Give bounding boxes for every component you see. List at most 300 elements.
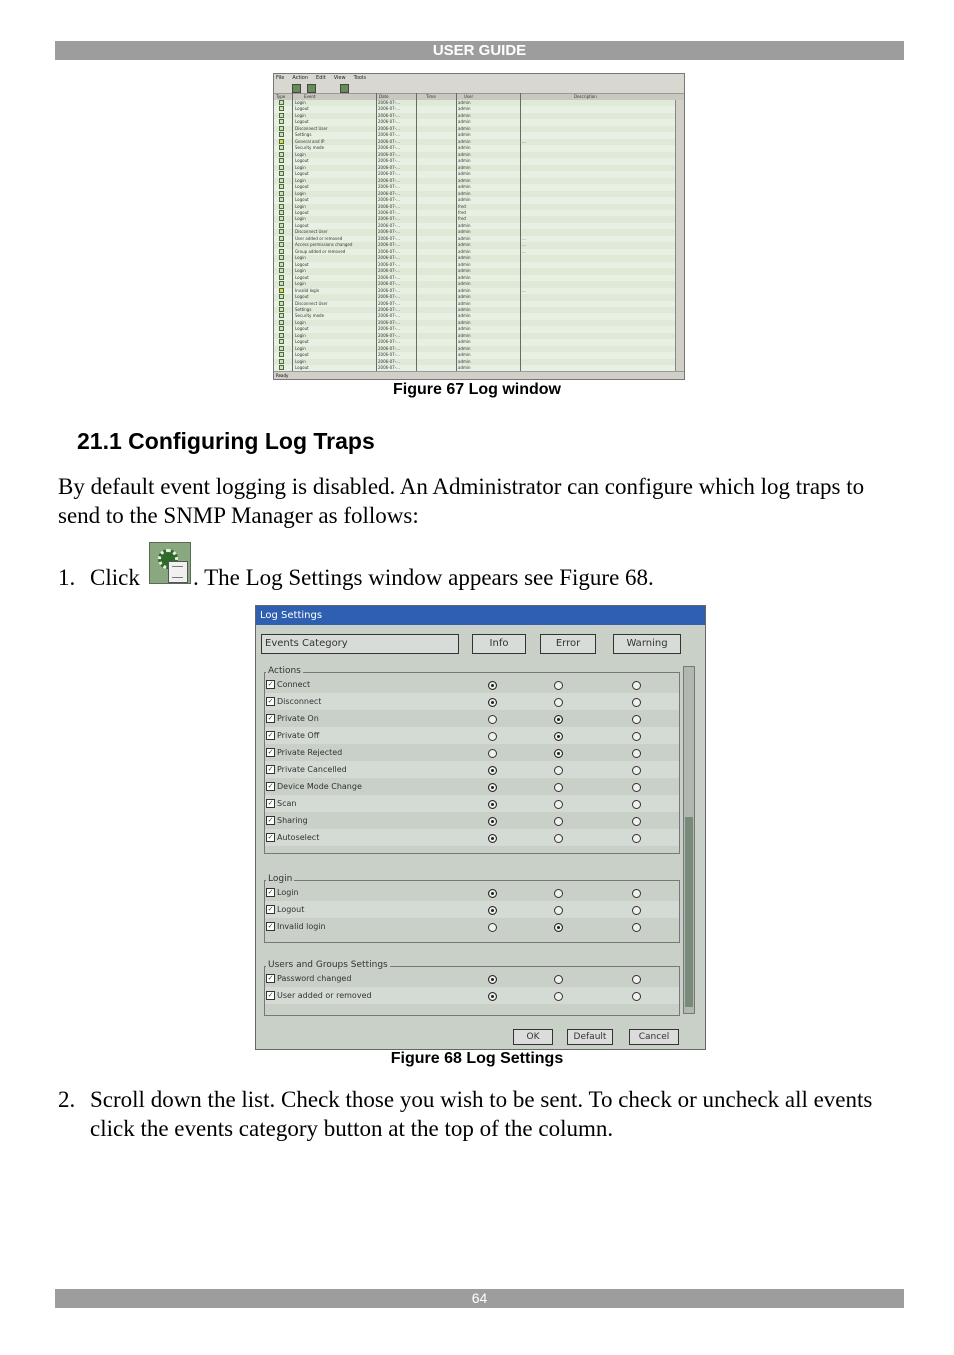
log-description: ...: [522, 242, 526, 248]
event-type-icon: [279, 326, 284, 331]
log-event: Login: [295, 255, 306, 261]
log-table-body: [274, 100, 677, 372]
log-user: admin: [458, 119, 471, 125]
ok-button[interactable]: OK: [513, 1029, 553, 1045]
log-event: Group added or removed: [295, 248, 346, 254]
info-column-button[interactable]: Info: [472, 634, 526, 654]
error-radio[interactable]: [554, 992, 563, 1001]
toolbar-icon: [340, 84, 349, 93]
step-2-text: Scroll down the list. Check those you wish to be sent. To check or uncheck all events click the events category button at the top of the column.: [90, 1087, 873, 1141]
warning-radio[interactable]: [632, 783, 641, 792]
figure-67-caption: Figure 67 Log window: [393, 381, 561, 398]
log-user: admin: [458, 190, 471, 196]
error-radio[interactable]: [554, 923, 563, 932]
event-type-icon: [279, 158, 284, 163]
log-user: admin: [458, 242, 471, 248]
event-type-icon: [279, 145, 284, 150]
settings-item[interactable]: [266, 782, 362, 791]
log-settings-icon: [149, 542, 191, 584]
document-icon: [168, 561, 188, 583]
event-type-icon: [279, 275, 284, 280]
log-date: 2006-07-...: [378, 255, 400, 261]
item-label: Disconnect: [277, 697, 322, 706]
log-column-header: Date: [379, 94, 389, 99]
item-checkbox[interactable]: ✓: [267, 905, 274, 913]
log-user: admin: [458, 352, 471, 358]
item-label: Connect: [277, 680, 311, 689]
log-user: admin: [458, 255, 471, 261]
event-type-icon: [279, 191, 284, 196]
log-user: admin: [458, 171, 471, 177]
log-user: admin: [458, 345, 471, 351]
log-date: 2006-07-...: [378, 345, 400, 351]
log-event: Logout: [295, 274, 309, 280]
log-event: Logout: [295, 261, 309, 267]
event-type-icon: [279, 165, 284, 170]
log-column-header: Time: [426, 94, 436, 99]
event-type-icon: [279, 229, 284, 234]
log-date: 2006-07-...: [378, 339, 400, 345]
event-type-icon: [279, 223, 284, 228]
item-checkbox[interactable]: ✓: [267, 888, 274, 896]
log-user: admin: [458, 294, 471, 300]
log-date: 2006-07-...: [378, 138, 400, 144]
log-event: Login: [295, 203, 306, 209]
log-event: Login: [295, 100, 306, 105]
log-menu-item: Tools: [353, 75, 366, 81]
log-date: 2006-07-...: [378, 222, 400, 228]
warning-column-button[interactable]: Warning: [613, 634, 681, 654]
page-number: 64: [471, 1290, 488, 1306]
log-user: admin: [458, 365, 471, 371]
event-type-icon: [279, 288, 284, 293]
event-type-icon: [279, 333, 284, 338]
log-user: fred: [458, 203, 466, 209]
log-user: admin: [458, 100, 471, 105]
log-user: admin: [458, 300, 471, 306]
log-user: admin: [458, 106, 471, 112]
log-user: admin: [458, 268, 471, 274]
log-settings-title: Log Settings: [256, 606, 705, 625]
error-radio[interactable]: [554, 732, 563, 741]
warning-radio[interactable]: [632, 715, 641, 724]
settings-item[interactable]: [266, 816, 308, 825]
event-type-icon: [279, 242, 284, 247]
error-column-button[interactable]: Error: [540, 634, 596, 654]
event-type-icon: [279, 178, 284, 183]
log-user: fred: [458, 209, 466, 215]
warning-radio[interactable]: [632, 698, 641, 707]
item-label: Private Cancelled: [277, 765, 347, 774]
log-settings-window: [255, 605, 706, 1050]
warning-radio[interactable]: [632, 800, 641, 809]
event-type-icon: [279, 359, 284, 364]
log-event: Settings: [295, 307, 312, 312]
log-user: admin: [458, 222, 471, 228]
info-radio[interactable]: [488, 817, 497, 826]
log-date: 2006-07-...: [378, 171, 400, 177]
settings-group-label: Users and Groups Settings: [268, 960, 388, 970]
log-date: 2006-07-...: [378, 261, 400, 267]
log-event: Login: [295, 332, 306, 338]
log-user: admin: [458, 261, 471, 267]
log-user: admin: [458, 125, 471, 131]
item-checkbox[interactable]: ✓: [267, 748, 274, 756]
log-date: 2006-07-...: [378, 145, 400, 151]
item-checkbox[interactable]: ✓: [267, 765, 274, 773]
warning-radio[interactable]: [632, 992, 641, 1001]
log-date: 2006-07-...: [378, 294, 400, 300]
item-checkbox[interactable]: ✓: [267, 974, 274, 982]
event-type-icon: [279, 255, 284, 260]
log-user: admin: [458, 132, 471, 138]
info-radio[interactable]: [488, 992, 497, 1001]
item-checkbox[interactable]: ✓: [267, 816, 274, 824]
warning-radio[interactable]: [632, 732, 641, 741]
log-date: 2006-07-...: [378, 242, 400, 248]
log-date: 2006-07-...: [378, 164, 400, 170]
log-event: Logout: [295, 171, 309, 177]
log-user: admin: [458, 158, 471, 164]
events-category-button[interactable]: Events Category: [261, 634, 459, 654]
step-1-click: Click: [90, 565, 140, 590]
item-label: Logout: [277, 905, 305, 914]
log-date: 2006-07-...: [378, 106, 400, 112]
log-date: 2006-07-...: [378, 132, 400, 138]
log-date: 2006-07-...: [378, 307, 400, 312]
log-user: admin: [458, 307, 471, 312]
log-event: Login: [295, 216, 306, 222]
log-date: 2006-07-...: [378, 158, 400, 164]
warning-radio[interactable]: [632, 749, 641, 758]
item-checkbox[interactable]: ✓: [267, 833, 274, 841]
log-date: 2006-07-...: [378, 352, 400, 358]
log-event: Login: [295, 112, 306, 118]
error-radio[interactable]: [554, 681, 563, 690]
log-menu-item: View: [333, 75, 346, 81]
info-radio[interactable]: [488, 889, 497, 898]
warning-radio[interactable]: [632, 889, 641, 898]
default-button[interactable]: Default: [567, 1029, 613, 1045]
log-event: Security mode: [295, 145, 325, 151]
log-event: Invalid login: [295, 287, 320, 293]
settings-item[interactable]: [266, 799, 296, 808]
log-date: 2006-07-...: [378, 190, 400, 196]
log-event: Logout: [295, 209, 309, 215]
log-user: admin: [458, 281, 471, 287]
event-type-icon: [279, 106, 284, 111]
item-label: Scan: [277, 799, 297, 808]
log-user: admin: [458, 138, 471, 144]
settings-item[interactable]: [266, 905, 304, 914]
log-event: Logout: [295, 106, 309, 112]
log-event: Settings: [295, 132, 312, 138]
event-type-icon: [279, 262, 284, 267]
event-type-icon: [279, 268, 284, 273]
log-window-statusbar: Ready: [274, 371, 685, 379]
settings-item[interactable]: [266, 714, 319, 723]
item-label: Sharing: [277, 816, 308, 825]
event-type-icon: [279, 307, 284, 312]
log-column-header: User: [464, 94, 474, 99]
item-checkbox[interactable]: ✓: [267, 782, 274, 790]
settings-item[interactable]: [266, 680, 310, 689]
log-event: Login: [295, 358, 306, 364]
info-radio[interactable]: [488, 834, 497, 843]
settings-item[interactable]: [266, 697, 321, 706]
log-user: admin: [458, 358, 471, 364]
event-type-icon: [279, 301, 284, 306]
log-event: Logout: [295, 184, 309, 190]
log-date: 2006-07-...: [378, 281, 400, 287]
settings-row-band: [265, 693, 679, 710]
log-date: 2006-07-...: [378, 151, 400, 157]
log-date: 2006-07-...: [378, 287, 400, 293]
log-user: admin: [458, 177, 471, 183]
event-type-icon: [279, 281, 284, 286]
log-event: Disconnect User: [295, 300, 328, 306]
error-radio[interactable]: [554, 715, 563, 724]
log-event: Logout: [295, 197, 309, 203]
log-menu-item: File: [276, 75, 285, 81]
error-radio[interactable]: [554, 749, 563, 758]
error-radio[interactable]: [554, 817, 563, 826]
log-event: Logout: [295, 326, 309, 332]
event-type-icon: [279, 352, 284, 357]
log-event: Logout: [295, 294, 309, 300]
item-checkbox[interactable]: ✓: [267, 697, 274, 705]
log-user: admin: [458, 332, 471, 338]
log-event: Login: [295, 190, 306, 196]
log-menu-item: Edit: [316, 75, 326, 81]
event-type-icon: [279, 139, 284, 144]
warning-radio[interactable]: [632, 817, 641, 826]
settings-row-band: [265, 727, 679, 744]
item-checkbox[interactable]: ✓: [267, 922, 274, 930]
event-type-icon: [279, 346, 284, 351]
info-radio[interactable]: [488, 906, 497, 915]
log-window-scrollbar: [675, 100, 684, 372]
error-radio[interactable]: [554, 834, 563, 843]
log-date: 2006-07-...: [378, 274, 400, 280]
item-label: User added or removed: [277, 991, 372, 1000]
step-1-number: 1.: [58, 565, 76, 590]
log-window-toolbar: [274, 82, 684, 94]
toolbar-icon: [292, 84, 301, 93]
settings-item[interactable]: [266, 974, 351, 983]
log-settings-scrollbar[interactable]: [683, 666, 695, 1014]
event-type-icon: [279, 313, 284, 318]
log-user: admin: [458, 184, 471, 190]
step-1-text: . The Log Settings window appears see Figure 68.: [193, 565, 654, 590]
log-description: ...: [522, 287, 526, 293]
log-event: Access permissions changed: [295, 242, 353, 248]
event-type-icon: [279, 171, 284, 176]
item-label: Private Rejected: [277, 748, 343, 757]
log-user: admin: [458, 319, 471, 325]
event-type-icon: [279, 132, 284, 137]
error-radio[interactable]: [554, 906, 563, 915]
log-date: 2006-07-...: [378, 326, 400, 332]
log-user: admin: [458, 287, 471, 293]
event-type-icon: [279, 236, 284, 241]
event-type-icon: [279, 152, 284, 157]
item-label: Private On: [277, 714, 319, 723]
info-radio[interactable]: [488, 975, 497, 984]
item-checkbox[interactable]: ✓: [267, 799, 274, 807]
event-type-icon: [279, 204, 284, 209]
log-event: Login: [295, 151, 306, 157]
log-date: 2006-07-...: [378, 125, 400, 131]
log-menu-item: Action: [292, 75, 309, 81]
log-date: 2006-07-...: [378, 209, 400, 215]
log-event: Login: [295, 345, 306, 351]
log-date: 2006-07-...: [378, 319, 400, 325]
info-radio[interactable]: [488, 715, 497, 724]
log-column-header: Event: [304, 94, 316, 99]
log-event: Logout: [295, 339, 309, 345]
info-radio[interactable]: [488, 783, 497, 792]
log-date: 2006-07-...: [378, 119, 400, 125]
log-event: Disconnect User: [295, 229, 328, 235]
item-label: Private Off: [277, 731, 320, 740]
step-2-number: 2.: [58, 1087, 76, 1112]
item-label: Login: [277, 888, 299, 897]
log-event: Login: [295, 268, 306, 274]
settings-item[interactable]: [266, 833, 319, 842]
item-checkbox[interactable]: ✓: [267, 680, 274, 688]
info-radio[interactable]: [488, 923, 497, 932]
event-type-icon: [279, 113, 284, 118]
log-date: 2006-07-...: [378, 203, 400, 209]
event-type-icon: [279, 249, 284, 254]
event-type-icon: [279, 210, 284, 215]
log-date: 2006-07-...: [378, 112, 400, 118]
settings-item[interactable]: [266, 731, 319, 740]
warning-radio[interactable]: [632, 906, 641, 915]
item-label: Password changed: [277, 974, 352, 983]
warning-radio[interactable]: [632, 975, 641, 984]
info-radio[interactable]: [488, 800, 497, 809]
settings-item[interactable]: [266, 922, 326, 931]
cancel-button[interactable]: Cancel: [629, 1029, 679, 1045]
event-type-icon: [279, 320, 284, 325]
item-label: Invalid login: [277, 922, 326, 931]
log-user: admin: [458, 313, 471, 319]
log-user: admin: [458, 229, 471, 235]
log-date: 2006-07-...: [378, 358, 400, 364]
event-type-icon: [279, 100, 284, 105]
log-event: Logout: [295, 158, 309, 164]
log-window-menubar: [274, 74, 684, 82]
scrollbar-thumb[interactable]: [685, 817, 693, 1007]
info-radio[interactable]: [488, 681, 497, 690]
event-type-icon: [279, 365, 284, 370]
log-date: 2006-07-...: [378, 365, 400, 371]
toolbar-icon: [307, 84, 316, 93]
section-heading: 21.1 Configuring Log Traps: [77, 428, 375, 454]
figure-68-caption: Figure 68 Log Settings: [390, 1050, 564, 1067]
log-user: admin: [458, 339, 471, 345]
log-description: ...: [522, 248, 526, 254]
log-date: 2006-07-...: [378, 216, 400, 222]
settings-item[interactable]: [266, 765, 347, 774]
log-user: admin: [458, 151, 471, 157]
info-radio[interactable]: [488, 698, 497, 707]
log-event: Login: [295, 319, 306, 325]
error-radio[interactable]: [554, 889, 563, 898]
settings-item[interactable]: [266, 991, 372, 1000]
log-date: 2006-07-...: [378, 100, 400, 105]
log-user: admin: [458, 197, 471, 203]
log-event: User added or removed: [295, 235, 343, 241]
log-date: 2006-07-...: [378, 177, 400, 183]
log-event: Disconnect User: [295, 125, 328, 131]
error-radio[interactable]: [554, 783, 563, 792]
settings-item[interactable]: [266, 748, 342, 757]
log-date: 2006-07-...: [378, 268, 400, 274]
log-date: 2006-07-...: [378, 300, 400, 306]
error-radio[interactable]: [554, 975, 563, 984]
log-user: admin: [458, 164, 471, 170]
log-user: fred: [458, 216, 466, 222]
info-radio[interactable]: [488, 749, 497, 758]
info-radio[interactable]: [488, 732, 497, 741]
log-date: 2006-07-...: [378, 229, 400, 235]
info-radio[interactable]: [488, 766, 497, 775]
footer-bar: [55, 1289, 904, 1308]
event-type-icon: [279, 339, 284, 344]
error-radio[interactable]: [554, 766, 563, 775]
event-type-icon: [279, 126, 284, 131]
log-event: General and IP: [295, 138, 325, 144]
item-checkbox[interactable]: ✓: [267, 731, 274, 739]
item-checkbox[interactable]: ✓: [267, 991, 274, 999]
event-type-icon: [279, 197, 284, 202]
log-date: 2006-07-...: [378, 332, 400, 338]
error-radio[interactable]: [554, 698, 563, 707]
error-radio[interactable]: [554, 800, 563, 809]
log-column-header: Type: [276, 94, 286, 99]
settings-group-label: Actions: [268, 666, 301, 676]
event-type-icon: [279, 294, 284, 299]
settings-item[interactable]: [266, 888, 299, 897]
log-window-screenshot: [273, 73, 685, 380]
log-event: Login: [295, 177, 306, 183]
log-date: 2006-07-...: [378, 313, 400, 319]
warning-radio[interactable]: [632, 766, 641, 775]
warning-radio[interactable]: [632, 923, 641, 932]
item-checkbox[interactable]: ✓: [267, 714, 274, 722]
log-date: 2006-07-...: [378, 248, 400, 254]
item-label: Device Mode Change: [277, 782, 362, 791]
log-description: ...: [522, 235, 526, 241]
warning-radio[interactable]: [632, 834, 641, 843]
log-event: Logout: [295, 119, 309, 125]
settings-row-band: [265, 795, 679, 812]
log-event: Logout: [295, 352, 309, 358]
settings-row-band: [265, 901, 679, 918]
log-column-header: Description: [574, 94, 597, 99]
log-date: 2006-07-...: [378, 197, 400, 203]
warning-radio[interactable]: [632, 681, 641, 690]
log-event: Login: [295, 281, 306, 287]
log-user: admin: [458, 248, 471, 254]
log-user: admin: [458, 145, 471, 151]
event-type-icon: [279, 216, 284, 221]
header-bar: [55, 41, 904, 60]
log-description: ...: [522, 138, 526, 144]
